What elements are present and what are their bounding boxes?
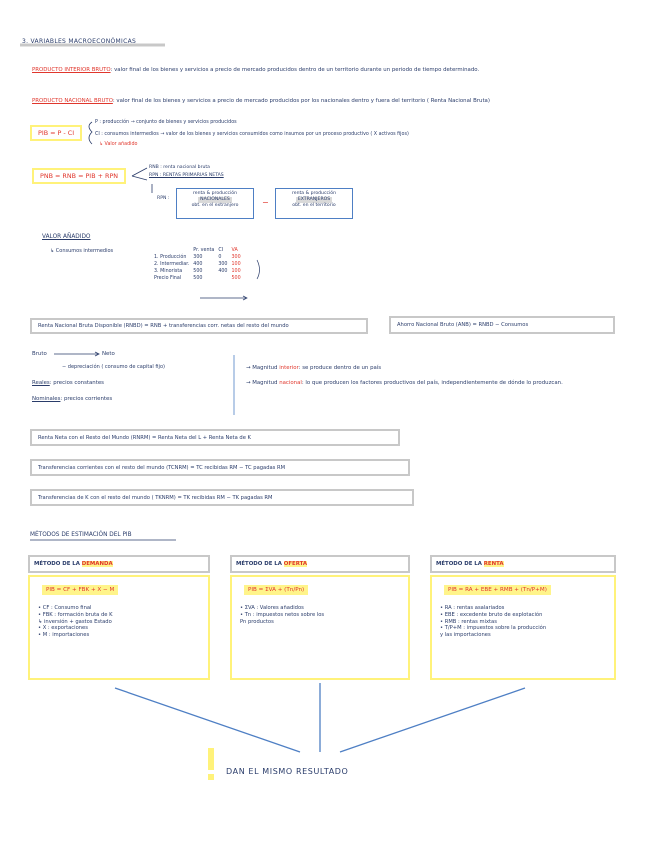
metodo-oferta-formula: PIB = ΣVA + (Tn/Pn): [244, 585, 308, 595]
valor-anadido-subtitle: ↳ Consumos intermedios: [50, 248, 114, 254]
conclusion-text: DAN EL MISMO RESULTADO: [226, 767, 349, 776]
rpn-minus: −: [262, 198, 269, 207]
table-cell: 300: [193, 255, 203, 260]
pnb-term: PRODUCTO NACIONAL BRUTO: [32, 98, 113, 104]
magnitud-nacional: [246, 380, 616, 387]
list-item: • FBK : formación bruta de K: [38, 611, 113, 618]
list-item: • EBE : excedente bruto de explotación: [440, 611, 543, 618]
table-cell: 400: [218, 269, 228, 274]
metodos-title: MÉTODOS DE ESTIMACIÓN DEL PIB: [30, 532, 132, 538]
table-header-cell: VA: [231, 248, 238, 253]
rpn-definition: RPN : RENTAS PRIMARIAS NETAS: [149, 173, 224, 178]
table-cell: 500: [231, 276, 241, 281]
table-header-cell: Pr. venta: [193, 248, 215, 253]
bruto-label: Bruto: [32, 351, 47, 357]
rpn-box2-line1: renta & producción: [291, 191, 337, 196]
table-cell: [218, 275, 231, 282]
magnitud-interior-term: interior: [279, 365, 299, 371]
rpn-label: RPN :: [157, 196, 170, 201]
table-cell: 100: [231, 269, 241, 274]
rpn-box1-line1: renta & producción: [192, 191, 238, 196]
nominales-line: [32, 396, 112, 403]
metodo-demanda-title: [34, 561, 113, 567]
table-header-cell: [154, 247, 193, 254]
valor-anadido-title: VALOR AÑADIDO: [42, 234, 91, 240]
table-cell: 400: [193, 262, 203, 267]
list-item: • RA : rentas asalariados: [440, 605, 505, 611]
list-item: • RMB : rentas mixtas: [440, 618, 497, 625]
list-item: y las importaciones: [440, 632, 491, 639]
rpn-box2-line3: obt. en el territorio: [292, 203, 336, 209]
metodo-oferta-title-red: OFERTA: [283, 561, 308, 567]
table-row: [154, 261, 245, 268]
rpn-extranjeros-box: [275, 188, 353, 219]
magnitud-interior-prefix: → Magnitud: [246, 365, 280, 371]
metodo-demanda-title-prefix: MÉTODO DE LA: [34, 561, 82, 567]
table-cell: 2. Intermediar.: [154, 262, 190, 267]
metodo-oferta-list: [240, 605, 402, 625]
magnitud-nacional-term: nacional: [279, 380, 302, 386]
metodo-renta-title-red: RENTA: [483, 561, 504, 567]
table-row: [154, 254, 245, 261]
metodo-renta-title-prefix: MÉTODO DE LA: [436, 561, 484, 567]
magnitud-interior-text: : se produce dentro de un país: [298, 365, 382, 371]
table-cell: 3. Minorista: [154, 269, 183, 274]
reales-term: Reales: [32, 380, 50, 386]
rpn-box1-line2: NACIONALES: [200, 197, 230, 203]
list-item: • X : exportaciones: [38, 625, 88, 632]
list-item: Pn productos: [240, 618, 274, 625]
metodo-oferta-title: [236, 561, 307, 567]
metodo-renta-body: [430, 575, 616, 680]
ci-definition: CI : consumos intermedios → valor de los bienes y servicios consumidos como insumos por un proceso productivo ( X activos fijos): [95, 132, 409, 137]
pib-term: PRODUCTO INTERIOR BRUTO: [32, 67, 111, 73]
list-item: • T/P+M : impuestos sobre la producción: [440, 625, 547, 632]
table-header-row: [154, 247, 245, 254]
metodo-oferta-title-prefix: MÉTODO DE LA: [236, 561, 284, 567]
pib-definition: [32, 67, 617, 74]
table-cell: 500: [193, 276, 203, 281]
tknrm-box: Transferencias de K con el resto del mundo ( TKNRM) = TK recibidas RM − TK pagadas RM: [30, 489, 414, 506]
nominales-term: Nominales: [32, 396, 61, 402]
rnb-definition: RNB : renta nacional bruta: [149, 165, 210, 170]
table-cell: 100: [231, 262, 241, 267]
metodo-renta-title: [436, 561, 504, 567]
table-cell: 300: [218, 262, 228, 267]
table-cell: 500: [193, 269, 203, 274]
metodo-demanda-list: [38, 605, 202, 639]
rpn-nacionales-box: [176, 188, 254, 219]
valor-anadido-table: [154, 247, 245, 282]
metodo-demanda-body: [28, 575, 210, 680]
tcnrm-box: Transferencias corrientes con el resto del mundo (TCNRM) = TC recibidas RM − TC pagadas RM: [30, 459, 410, 476]
anb-box: Ahorro Nacional Bruto (ANB) = RNBD − Consumos: [389, 316, 615, 334]
table-cell: 1. Producción: [154, 255, 187, 260]
list-item: ↳ inversión + gastos Estado: [38, 618, 112, 625]
table-row: [154, 268, 245, 275]
table-header-cell: CI: [218, 248, 224, 253]
table-row: [154, 275, 245, 282]
pib-text: : valor final de los bienes y servicios a precio de mercado producidos dentro de un territorio durante un periodo de tiempo determinado.: [110, 67, 480, 73]
reales-line: [32, 380, 104, 387]
pnb-text: : valor final de los bienes y servicios a precio de mercado producidos por los nacionales dentro y fuera del territorio ( Renta Nacional Bruta): [112, 98, 490, 104]
metodo-oferta-card: [230, 555, 410, 680]
list-item: • ΣVA : Valores añadidos: [240, 605, 304, 611]
table-cell: Precio Final: [154, 276, 182, 281]
metodo-renta-formula: PIB = RA + EBE + RMB + (Tn/P+M): [444, 585, 551, 595]
pnb-definition: [32, 98, 632, 105]
metodo-renta-card: [430, 555, 616, 680]
metodo-demanda-card: [28, 555, 210, 680]
neto-label: Neto: [102, 351, 115, 357]
pib-formula-box: PIB = P - CI: [30, 125, 82, 141]
table-cell: 0: [218, 255, 222, 260]
list-item: • M : importaciones: [38, 632, 90, 639]
metodo-renta-list: [440, 605, 608, 639]
rpn-box1-line3: obt. en el extranjero: [191, 203, 239, 209]
valor-anadido-note: ↳ Valor añadido: [99, 142, 138, 147]
magnitud-nacional-prefix: → Magnitud: [246, 380, 280, 386]
depreciacion-note: − depreciación ( consumo de capital fijo): [62, 364, 165, 370]
rpn-box2-line2: EXTRANJEROS: [297, 197, 331, 203]
list-item: • CF : Consumo final: [38, 605, 92, 611]
metodo-oferta-body: [230, 575, 410, 680]
list-item: • Tn : impuestos netos sobre los: [240, 611, 325, 618]
metodo-demanda-title-red: DEMANDA: [81, 561, 113, 567]
table-cell: 300: [231, 255, 241, 260]
magnitud-interior: [246, 365, 381, 372]
pnb-formula-box: PNB = RNB = PIB + RPN: [32, 168, 126, 184]
reales-text: : precios constantes: [49, 380, 104, 386]
p-definition: P : producción → conjunto de bienes y servicios producidos: [95, 120, 237, 125]
section-title: 3. VARIABLES MACROECONÓMICAS: [22, 38, 137, 45]
nominales-text: : precios corrientes: [60, 396, 113, 402]
metodo-demanda-formula: PIB = CF + FBK + X − M: [42, 585, 118, 595]
rnbd-box: Renta Nacional Bruta Disponible (RNBD) = RNB + transferencias corr. netas del resto del mundo: [30, 318, 368, 334]
magnitud-nacional-text: : lo que producen los factores productivos del país, independientemente de dónde lo produzcan.: [301, 380, 563, 386]
rnrm-box: Renta Neta con el Resto del Mundo (RNRM) = Renta Neta del L + Renta Neta de K: [30, 429, 400, 446]
